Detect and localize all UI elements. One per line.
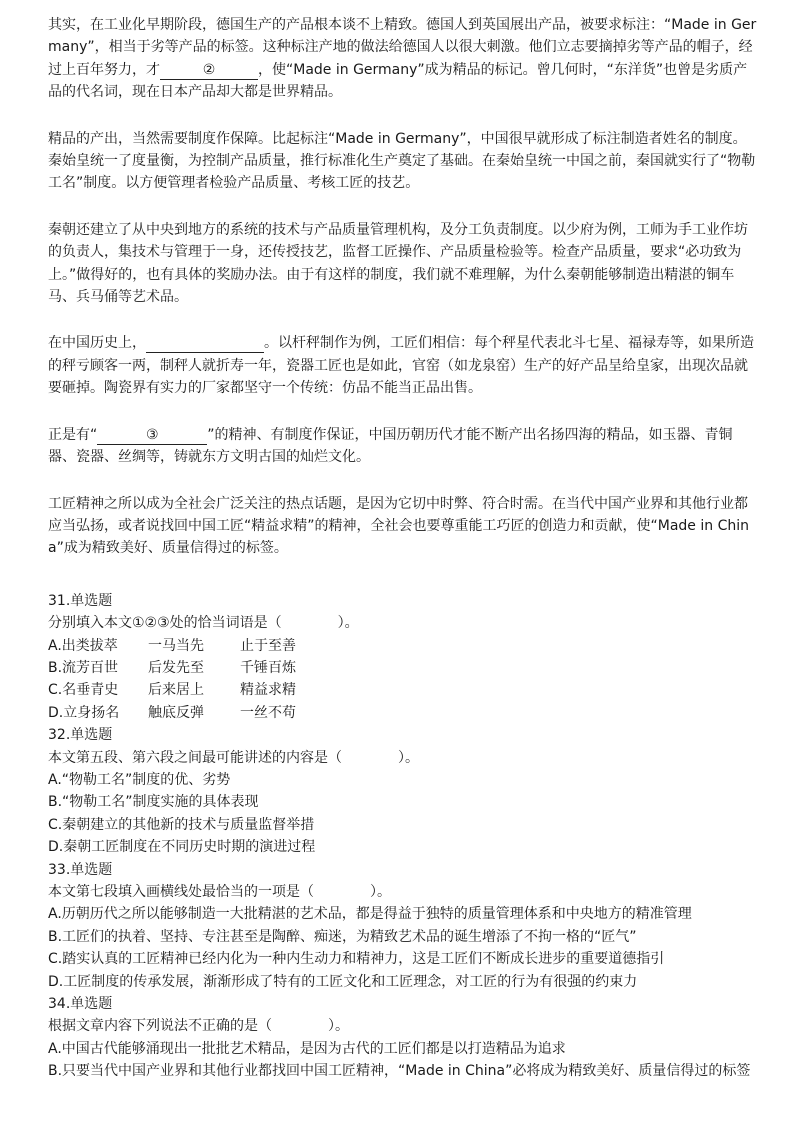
option-b[interactable]: B.“物勒工名”制度实施的具体表现 xyxy=(48,794,259,811)
paragraph-6: 工匠精神之所以成为全社会广泛关注的热点话题，是因为它切中时弊、符合时需。在当代中国产业界和其他行业都应当弘扬，或者说找回中国工匠“精益求精”的精神，全社会也要尊重能工巧匠的创造力和贡献，使“Made in China”成为精致美好、质量信得过的标签。 xyxy=(48,495,749,557)
option-c[interactable]: C.踏实认真的工匠精神已经内化为一种内生动力和精神力，这是工匠们不断成长进步的重要道德指引 xyxy=(48,951,665,968)
option-a[interactable]: A.出类拔萃 一马当先 止于至善 xyxy=(48,637,296,654)
option-c[interactable]: C.名垂青史 后来居上 精益求精 xyxy=(48,682,296,699)
option-b[interactable]: B.只要当代中国产业界和其他行业都找回中国工匠精神，“Made in China”必将成为精致美好、质量信得过的标签 xyxy=(48,1063,751,1080)
option-b[interactable]: B.流芳百世 后发先至 千锤百炼 xyxy=(48,659,296,676)
paragraph-3: 秦朝还建立了从中央到地方的系统的技术与产品质量管理机构，及分工负责制度。以少府为例，工师为手工业作坊的负责人，集技术与管理于一身，还传授技艺，监督工匠操作、产品质量检验等。检查产品质量，要求“必功致为上。”做得好的，也有具体的奖励办法。由于有这样的制度，我们就不难理解，为什么秦朝能够制造出精湛的铜车马、兵马俑等艺术品。 xyxy=(48,221,748,306)
paragraph-1 xyxy=(48,14,760,104)
question-header: 32.单选题 xyxy=(48,727,113,744)
question-32 xyxy=(48,724,760,858)
question-34 xyxy=(48,993,760,1083)
paragraph-1-text-a: 其实，在工业化早期阶段，德国生产的产品根本谈不上精致。德国人到英国展出产品，被要求标注：“Made in Germany”，相当于劣等产品的标签。这种标注产地的做法给德国人以很大刺激。他们立志要摘掉劣等产品的帽子，经过上百年努力，才 xyxy=(48,17,757,78)
paragraph-5-text-b: ”的精神、有制度作保证，中国历朝历代才能不断产出名扬四海的精品，如玉器、青铜器、瓷器、丝绸等，铸就东方文明古国的灿烂文化。 xyxy=(48,426,733,466)
question-31 xyxy=(48,590,760,724)
blank-2: ② xyxy=(160,62,258,80)
document-page xyxy=(48,14,760,1083)
question-33 xyxy=(48,859,760,993)
paragraph-4-text-a: 在中国历史上， xyxy=(48,335,146,352)
option-d[interactable]: D.立身扬名 触底反弹 一丝不苟 xyxy=(48,704,296,721)
paragraph-4 xyxy=(48,332,760,399)
question-header: 33.单选题 xyxy=(48,861,113,878)
question-stem: 根据文章内容下列说法不正确的是（ ）。 xyxy=(48,1018,349,1035)
blank-fill-line xyxy=(146,335,264,353)
paragraph-1-text-b: ，使“Made in Germany”成为精品的标记。曾几何时，“东洋货”也曾是劣质产品的代名词，现在日本产品却大都是世界精品。 xyxy=(48,61,748,101)
paragraph-4-text-b: 。以杆秤制作为例，工匠们相信：每个秤星代表北斗七星、福禄寿等，如果所造的秤亏顾客一两，制秤人就折寿一年，瓷器工匠也是如此，官窑（如龙泉窑）生产的好产品呈给皇家，出现次品就要砸掉。陶瓷界有实力的厂家都坚守一个传统：仿品不能当正品出售。 xyxy=(48,335,754,397)
paragraph-5-text-a: 正是有“ xyxy=(48,426,98,443)
option-d[interactable]: D.秦朝工匠制度在不同历史时期的演进过程 xyxy=(48,839,316,856)
question-header: 34.单选题 xyxy=(48,996,113,1013)
option-c[interactable]: C.秦朝建立的其他新的技术与质量监督举措 xyxy=(48,816,315,833)
paragraph-5 xyxy=(48,424,760,469)
option-d[interactable]: D.工匠制度的传承发展，渐渐形成了特有的工匠文化和工匠理念，对工匠的行为有很强的约束力 xyxy=(48,973,638,990)
option-a[interactable]: A.历朝历代之所以能够制造一大批精湛的艺术品，都是得益于独特的质量管理体系和中央地方的精准管理 xyxy=(48,906,692,923)
option-a[interactable]: A.中国古代能够涌现出一批批艺术精品，是因为古代的工匠们都是以打造精品为追求 xyxy=(48,1040,566,1057)
blank-3: ③ xyxy=(97,427,207,445)
question-stem: 本文第七段填入画横线处最恰当的一项是（ ）。 xyxy=(48,884,391,900)
option-b[interactable]: B.工匠们的执着、坚持、专注甚至是陶醉、痴迷，为精致艺术品的诞生增添了不拘一格的“匠气” xyxy=(48,928,637,945)
option-a[interactable]: A.“物勒工名”制度的优、劣势 xyxy=(48,771,231,788)
question-stem: 本文第五段、第六段之间最可能讲述的内容是（ ）。 xyxy=(48,749,419,766)
paragraph-2: 精品的产出，当然需要制度作保障。比起标注“Made in Germany”，中国很早就形成了标注制造者姓名的制度。秦始皇统一了度量衡，为控制产品质量，推行标准化生产奠定了基础。在秦始皇统一中国之前，秦国就实行了“物勒工名”制度。以方便管理者检验产品质量、考核工匠的技艺。 xyxy=(48,130,756,192)
question-header: 31.单选题 xyxy=(48,592,113,609)
question-stem: 分别填入本文①②③处的恰当词语是（ ）。 xyxy=(48,615,359,632)
